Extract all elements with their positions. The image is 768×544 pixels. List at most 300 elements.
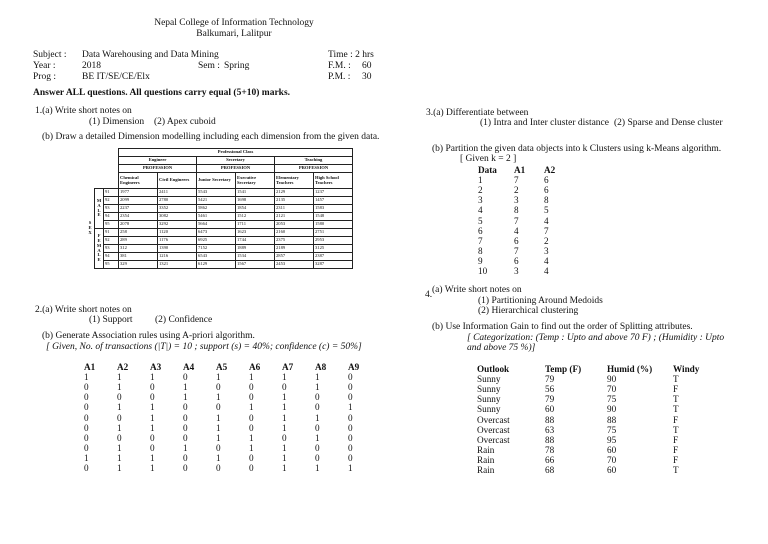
- group-teaching: Teaching: [275, 157, 353, 165]
- kmeans-cell: 10: [478, 266, 488, 277]
- dim-value-cell: 2121: [275, 213, 314, 221]
- kmeans-cell: 5: [478, 215, 483, 226]
- assoc-cell: 0: [216, 463, 221, 474]
- fm-label: F.M. :: [328, 61, 351, 71]
- assoc-cell: 0: [84, 432, 89, 443]
- assoc-cell: 1: [249, 402, 254, 413]
- college-location: Balkumari, Lalitpur: [196, 29, 272, 39]
- dim-value-cell: 2857: [275, 253, 314, 261]
- association-table: [84, 362, 381, 473]
- assoc-cell: 0: [249, 463, 254, 474]
- prog-value: BE IT/SE/CE/Elx: [82, 72, 150, 82]
- assoc-cell: 1: [282, 372, 287, 383]
- assoc-cell: 1: [216, 432, 221, 443]
- dim-year-cell: 91: [104, 189, 119, 197]
- weather-cell: Overcast: [477, 414, 510, 425]
- subject-label: Subject :: [33, 50, 67, 60]
- assoc-header-cell: A1: [84, 362, 96, 372]
- assoc-cell: 1: [150, 402, 155, 413]
- dim-year-cell: 92: [104, 197, 119, 205]
- assoc-cell: 0: [315, 442, 320, 453]
- dim-value-cell: 7152: [197, 245, 236, 253]
- assoc-header-cell: A7: [282, 362, 294, 372]
- q2a-item-2: (2) Confidence: [155, 315, 213, 325]
- col-elem-teachers: Elementary Teachers: [275, 173, 314, 189]
- fm-value: 60: [362, 61, 372, 71]
- dim-value-cell: 1567: [236, 261, 275, 269]
- dim-value-cell: 1744: [236, 237, 275, 245]
- assoc-cell: 1: [117, 382, 122, 393]
- assoc-cell: 1: [315, 432, 320, 443]
- professional-class-title: Professional Class: [119, 149, 353, 157]
- assoc-cell: 0: [216, 442, 221, 453]
- kmeans-row: [478, 236, 568, 246]
- assoc-cell: 0: [117, 432, 122, 443]
- sem-label: Sem :: [198, 61, 220, 71]
- assoc-cell: 1: [282, 422, 287, 433]
- profession-label-1: PROFESSION: [119, 165, 197, 173]
- weather-cell: Overcast: [477, 424, 510, 435]
- assoc-cell: 0: [249, 392, 254, 403]
- dim-value-cell: 2099: [119, 197, 158, 205]
- kmeans-cell: 7: [544, 225, 549, 236]
- q2a-item-1: (1) Support: [89, 315, 133, 325]
- dim-row: [86, 189, 353, 197]
- pm-label: P.M. :: [328, 72, 351, 82]
- dim-value-cell: 312: [119, 245, 158, 253]
- assoc-header-cell: A4: [183, 362, 195, 372]
- kmeans-cell: 7: [478, 235, 483, 246]
- dim-value-cell: 5664: [197, 221, 236, 229]
- weather-table: [477, 364, 703, 475]
- sex-label: S E X: [88, 220, 92, 235]
- weather-cell: 88: [545, 414, 555, 425]
- dim-value-cell: 2387: [314, 253, 353, 261]
- weather-row: [477, 455, 703, 465]
- dim-year-cell: 94: [104, 253, 119, 261]
- dim-value-cell: 2160: [275, 229, 314, 237]
- assoc-cell: 0: [150, 382, 155, 393]
- kmeans-row: [478, 185, 568, 195]
- weather-cell: 88: [607, 414, 617, 425]
- kmeans-row: [478, 266, 568, 276]
- assoc-cell: 1: [282, 412, 287, 423]
- male-label: M A L E: [95, 189, 104, 229]
- dim-value-cell: 1711: [236, 221, 275, 229]
- assoc-cell: 0: [84, 422, 89, 433]
- assoc-cell: 0: [348, 392, 353, 403]
- dim-value-cell: 1977: [119, 189, 158, 197]
- weather-cell: T: [673, 424, 679, 435]
- kmeans-cell: 3: [514, 195, 519, 206]
- assoc-cell: 1: [249, 442, 254, 453]
- dim-value-cell: 6925: [197, 237, 236, 245]
- kmeans-cell: 6: [544, 185, 549, 196]
- dim-value-cell: 1889: [236, 245, 275, 253]
- assoc-cell: 1: [117, 463, 122, 474]
- dim-year-cell: 93: [104, 245, 119, 253]
- kmeans-cell: 7: [514, 215, 519, 226]
- dim-value-cell: 2311: [275, 205, 314, 213]
- dim-value-cell: 2135: [275, 197, 314, 205]
- dim-value-cell: 2053: [275, 221, 314, 229]
- kmeans-cell: 5: [544, 205, 549, 216]
- q4b-given-line1: [ Categorization: (Temp : Upto and above 70 F) ; (Humidity : Upto: [467, 333, 725, 343]
- weather-cell: 79: [545, 394, 555, 405]
- assoc-cell: 1: [84, 452, 89, 463]
- dim-row: [86, 213, 353, 221]
- kmeans-cell: 4: [514, 225, 519, 236]
- weather-cell: F: [673, 414, 679, 425]
- dim-row: [86, 197, 353, 205]
- dim-value-cell: 258: [119, 229, 158, 237]
- weather-row: [477, 374, 703, 384]
- assoc-cell: 0: [348, 452, 353, 463]
- dim-row: [86, 245, 353, 253]
- dim-value-cell: 2411: [158, 189, 197, 197]
- dim-year-cell: 91: [104, 229, 119, 237]
- assoc-cell: 1: [150, 452, 155, 463]
- weather-cell: Sunny: [477, 404, 501, 415]
- q1a-item-1: (1) Dimension: [89, 117, 145, 127]
- assoc-cell: 1: [249, 372, 254, 383]
- assoc-cell: 1: [315, 463, 320, 474]
- dim-row: [86, 229, 353, 237]
- assoc-cell: 1: [183, 382, 188, 393]
- q3a-text: 3.(a) Differentiate between: [426, 108, 529, 118]
- weather-cell: 60: [545, 404, 555, 415]
- weather-cell: 63: [545, 424, 555, 435]
- assoc-row: [84, 392, 381, 402]
- col-chemical: Chemical Engineers: [119, 173, 158, 189]
- kmeans-table: [478, 165, 568, 276]
- dim-value-cell: 1548: [314, 213, 353, 221]
- dim-value-cell: 1512: [236, 213, 275, 221]
- kmeans-cell: 2: [544, 235, 549, 246]
- dim-value-cell: 2751: [314, 229, 353, 237]
- kmeans-cell: 2: [514, 185, 519, 196]
- q3b-text: (b) Partition the given data objects into k Clusters using k-Means algorithm.: [432, 144, 722, 154]
- assoc-cell: 1: [282, 392, 287, 403]
- weather-cell: 66: [545, 454, 555, 465]
- assoc-cell: 1: [117, 372, 122, 383]
- q1a-text: 1.(a) Write short notes on: [35, 106, 132, 116]
- assoc-cell: 0: [315, 392, 320, 403]
- assoc-row: [84, 372, 381, 382]
- assoc-cell: 1: [117, 442, 122, 453]
- dim-value-cell: 5421: [197, 197, 236, 205]
- assoc-cell: 1: [282, 452, 287, 463]
- year-label: Year :: [33, 61, 56, 71]
- assoc-cell: 0: [84, 402, 89, 413]
- assoc-cell: 0: [249, 422, 254, 433]
- dim-row: [86, 253, 353, 261]
- dim-value-cell: 2129: [275, 189, 314, 197]
- assoc-cell: 0: [348, 442, 353, 453]
- dim-value-cell: 381: [119, 253, 158, 261]
- dim-value-cell: 6543: [197, 253, 236, 261]
- assoc-cell: 0: [183, 402, 188, 413]
- assoc-cell: 1: [150, 463, 155, 474]
- kmeans-row: [478, 195, 568, 205]
- assoc-cell: 1: [84, 372, 89, 383]
- assoc-cell: 0: [348, 432, 353, 443]
- assoc-cell: 1: [216, 392, 221, 403]
- assoc-cell: 0: [84, 392, 89, 403]
- kmeans-cell: 1: [478, 175, 483, 186]
- col-exec-sec: Executive Secretary: [236, 173, 275, 189]
- dim-year-cell: 95: [104, 221, 119, 229]
- weather-cell: F: [673, 434, 679, 445]
- dim-value-cell: 1237: [314, 189, 353, 197]
- weather-cell: Rain: [477, 454, 495, 465]
- dim-value-cell: 1216: [158, 253, 197, 261]
- weather-cell: 60: [607, 444, 617, 455]
- assoc-cell: 1: [183, 442, 188, 453]
- assoc-cell: 1: [348, 402, 353, 413]
- q4a-item-1: (1) Partitioning Around Medoids: [478, 296, 603, 306]
- subject-value: Data Warehousing and Data Mining: [82, 50, 219, 60]
- weather-cell: 95: [607, 434, 617, 445]
- dim-value-cell: 2354: [119, 213, 158, 221]
- dim-year-cell: 94: [104, 213, 119, 221]
- kmeans-cell: 6: [514, 235, 519, 246]
- q4b-given-line2: and above 75 %)]: [467, 343, 536, 353]
- kmeans-cell: 3: [514, 266, 519, 277]
- q4a-item-2: (2) Hierarchical clustering: [478, 306, 579, 316]
- weather-cell: F: [673, 454, 679, 465]
- assoc-row: [84, 433, 381, 443]
- assoc-header-cell: A3: [150, 362, 162, 372]
- assoc-cell: 0: [348, 422, 353, 433]
- dim-value-cell: 1390: [158, 245, 197, 253]
- kmeans-row: [478, 175, 568, 185]
- col-hs-teachers: High School Teachers: [314, 173, 353, 189]
- kmeans-header-cell: A1: [514, 165, 526, 175]
- assoc-cell: 1: [348, 463, 353, 474]
- assoc-cell: 0: [117, 412, 122, 423]
- q1a-item-2: (2) Apex cuboid: [154, 117, 216, 127]
- assoc-cell: 1: [117, 422, 122, 433]
- assoc-header-cell: A9: [348, 362, 360, 372]
- dim-value-cell: 3082: [158, 213, 197, 221]
- prog-label: Prog :: [33, 72, 56, 82]
- dim-value-cell: 1541: [236, 189, 275, 197]
- assoc-cell: 0: [315, 402, 320, 413]
- assoc-cell: 1: [315, 372, 320, 383]
- dim-year-cell: 95: [104, 261, 119, 269]
- q4-number: 4.: [425, 290, 433, 300]
- weather-cell: Overcast: [477, 434, 510, 445]
- dim-value-cell: 1580: [314, 221, 353, 229]
- kmeans-row: [478, 246, 568, 256]
- dim-row: [86, 221, 353, 229]
- kmeans-cell: 8: [478, 245, 483, 256]
- dim-value-cell: 1583: [314, 205, 353, 213]
- dim-value-cell: 289: [119, 237, 158, 245]
- kmeans-cell: 8: [544, 195, 549, 206]
- assoc-header-cell: A2: [117, 362, 129, 372]
- dim-value-cell: 2780: [158, 197, 197, 205]
- dim-value-cell: 2453: [275, 261, 314, 269]
- weather-header-cell: Temp (F): [545, 364, 582, 374]
- kmeans-cell: 9: [478, 255, 483, 266]
- weather-cell: 88: [545, 434, 555, 445]
- weather-cell: 78: [545, 444, 555, 455]
- assoc-header-cell: A8: [315, 362, 327, 372]
- q2a-text: 2.(a) Write short notes on: [35, 305, 132, 315]
- assoc-row: [84, 413, 381, 423]
- assoc-cell: 1: [150, 422, 155, 433]
- assoc-cell: 1: [216, 372, 221, 383]
- kmeans-cell: 4: [544, 266, 549, 277]
- assoc-cell: 0: [216, 402, 221, 413]
- q3a-item-2: (2) Sparse and Dense cluster: [614, 118, 723, 128]
- kmeans-cell: 3: [478, 195, 483, 206]
- dim-value-cell: 1534: [236, 253, 275, 261]
- q4a-text: (a) Write short notes on: [432, 285, 522, 295]
- assoc-row: [84, 443, 381, 453]
- dim-value-cell: 1698: [236, 197, 275, 205]
- weather-cell: T: [673, 374, 679, 385]
- weather-cell: T: [673, 404, 679, 415]
- assoc-cell: 1: [282, 402, 287, 413]
- weather-row: [477, 465, 703, 475]
- weather-cell: F: [673, 444, 679, 455]
- dim-year-cell: 93: [104, 205, 119, 213]
- q1b-text: (b) Draw a detailed Dimension modelling including each dimension from the given data.: [42, 132, 380, 142]
- assoc-cell: 1: [282, 463, 287, 474]
- assoc-cell: 0: [348, 382, 353, 393]
- kmeans-row: [478, 226, 568, 236]
- q2b-text: (b) Generate Association rules using A-priori algorithm.: [42, 331, 255, 341]
- assoc-cell: 0: [183, 463, 188, 474]
- dim-value-cell: 1854: [236, 205, 275, 213]
- kmeans-cell: 6: [544, 175, 549, 186]
- female-label: F E M A L E: [95, 229, 104, 269]
- assoc-cell: 0: [84, 442, 89, 453]
- assoc-cell: 1: [150, 372, 155, 383]
- profession-label-2: PROFESSION: [197, 165, 275, 173]
- weather-cell: Rain: [477, 465, 495, 476]
- assoc-row: [84, 453, 381, 463]
- assoc-cell: 1: [183, 392, 188, 403]
- weather-cell: T: [673, 465, 679, 476]
- q3b-given: [ Given k = 2 ]: [460, 154, 517, 164]
- assoc-row: [84, 463, 381, 473]
- dim-value-cell: 1321: [158, 261, 197, 269]
- dim-year-cell: 92: [104, 237, 119, 245]
- assoc-cell: 0: [348, 372, 353, 383]
- assoc-cell: 1: [150, 412, 155, 423]
- weather-row: [477, 415, 703, 425]
- assoc-cell: 0: [282, 432, 287, 443]
- q2b-given: [ Given, No. of transactions (|T|) = 10 ; support (s) = 40%; confidence (c) = 50%]: [46, 342, 362, 352]
- pm-value: 30: [362, 72, 372, 82]
- dim-value-cell: 2078: [119, 221, 158, 229]
- assoc-cell: 1: [315, 382, 320, 393]
- dim-value-cell: 6129: [197, 261, 236, 269]
- assoc-cell: 0: [183, 412, 188, 423]
- assoc-cell: 0: [150, 442, 155, 453]
- weather-cell: Rain: [477, 444, 495, 455]
- kmeans-cell: 4: [478, 205, 483, 216]
- kmeans-row: [478, 205, 568, 215]
- assoc-cell: 0: [183, 372, 188, 383]
- weather-row: [477, 394, 703, 404]
- assoc-cell: 0: [150, 392, 155, 403]
- assoc-cell: 0: [183, 452, 188, 463]
- college-name: Nepal College of Information Technology: [154, 18, 314, 28]
- assoc-cell: 0: [315, 422, 320, 433]
- weather-cell: T: [673, 394, 679, 405]
- assoc-cell: 1: [216, 452, 221, 463]
- dim-value-cell: 1176: [158, 237, 197, 245]
- time-info: Time : 2 hrs: [328, 50, 374, 60]
- dim-value-cell: 2237: [119, 205, 158, 213]
- dim-value-cell: 2189: [275, 245, 314, 253]
- kmeans-row: [478, 256, 568, 266]
- kmeans-cell: 8: [514, 205, 519, 216]
- assoc-cell: 0: [348, 412, 353, 423]
- profession-label-3: PROFESSION: [275, 165, 353, 173]
- weather-header-cell: Humid (%): [607, 364, 653, 374]
- weather-cell: 70: [607, 454, 617, 465]
- kmeans-row: [478, 216, 568, 226]
- kmeans-cell: 2: [478, 185, 483, 196]
- assoc-cell: 0: [84, 412, 89, 423]
- dim-value-cell: 5461: [197, 213, 236, 221]
- weather-row: [477, 435, 703, 445]
- assoc-cell: 1: [282, 442, 287, 453]
- weather-cell: Sunny: [477, 394, 501, 405]
- kmeans-cell: 6: [514, 255, 519, 266]
- kmeans-cell: 4: [544, 215, 549, 226]
- assoc-cell: 1: [117, 402, 122, 413]
- assoc-cell: 1: [216, 422, 221, 433]
- weather-row: [477, 384, 703, 394]
- assoc-row: [84, 382, 381, 392]
- dim-row: [86, 237, 353, 245]
- weather-row: [477, 445, 703, 455]
- weather-cell: F: [673, 384, 679, 395]
- dim-value-cell: 6473: [197, 229, 236, 237]
- assoc-header-cell: A6: [249, 362, 261, 372]
- dim-value-cell: 3292: [158, 221, 197, 229]
- dim-value-cell: 1623: [236, 229, 275, 237]
- dimension-data-table: [86, 148, 353, 269]
- kmeans-cell: 4: [544, 255, 549, 266]
- col-civil: Civil Engineers: [158, 173, 197, 189]
- dim-value-cell: 329: [119, 261, 158, 269]
- kmeans-cell: 7: [514, 175, 519, 186]
- dim-value-cell: 1120: [158, 229, 197, 237]
- weather-cell: 90: [607, 374, 617, 385]
- dim-value-cell: 3125: [314, 245, 353, 253]
- weather-cell: 75: [607, 424, 617, 435]
- assoc-row: [84, 402, 381, 412]
- assoc-cell: 1: [117, 452, 122, 463]
- assoc-cell: 0: [183, 422, 188, 433]
- kmeans-header-cell: A2: [544, 165, 556, 175]
- weather-cell: 75: [607, 394, 617, 405]
- weather-cell: 68: [545, 465, 555, 476]
- kmeans-cell: 6: [478, 225, 483, 236]
- assoc-cell: 1: [315, 412, 320, 423]
- dim-value-cell: 1457: [314, 197, 353, 205]
- assoc-cell: 1: [216, 412, 221, 423]
- weather-header-cell: Windy: [673, 364, 700, 374]
